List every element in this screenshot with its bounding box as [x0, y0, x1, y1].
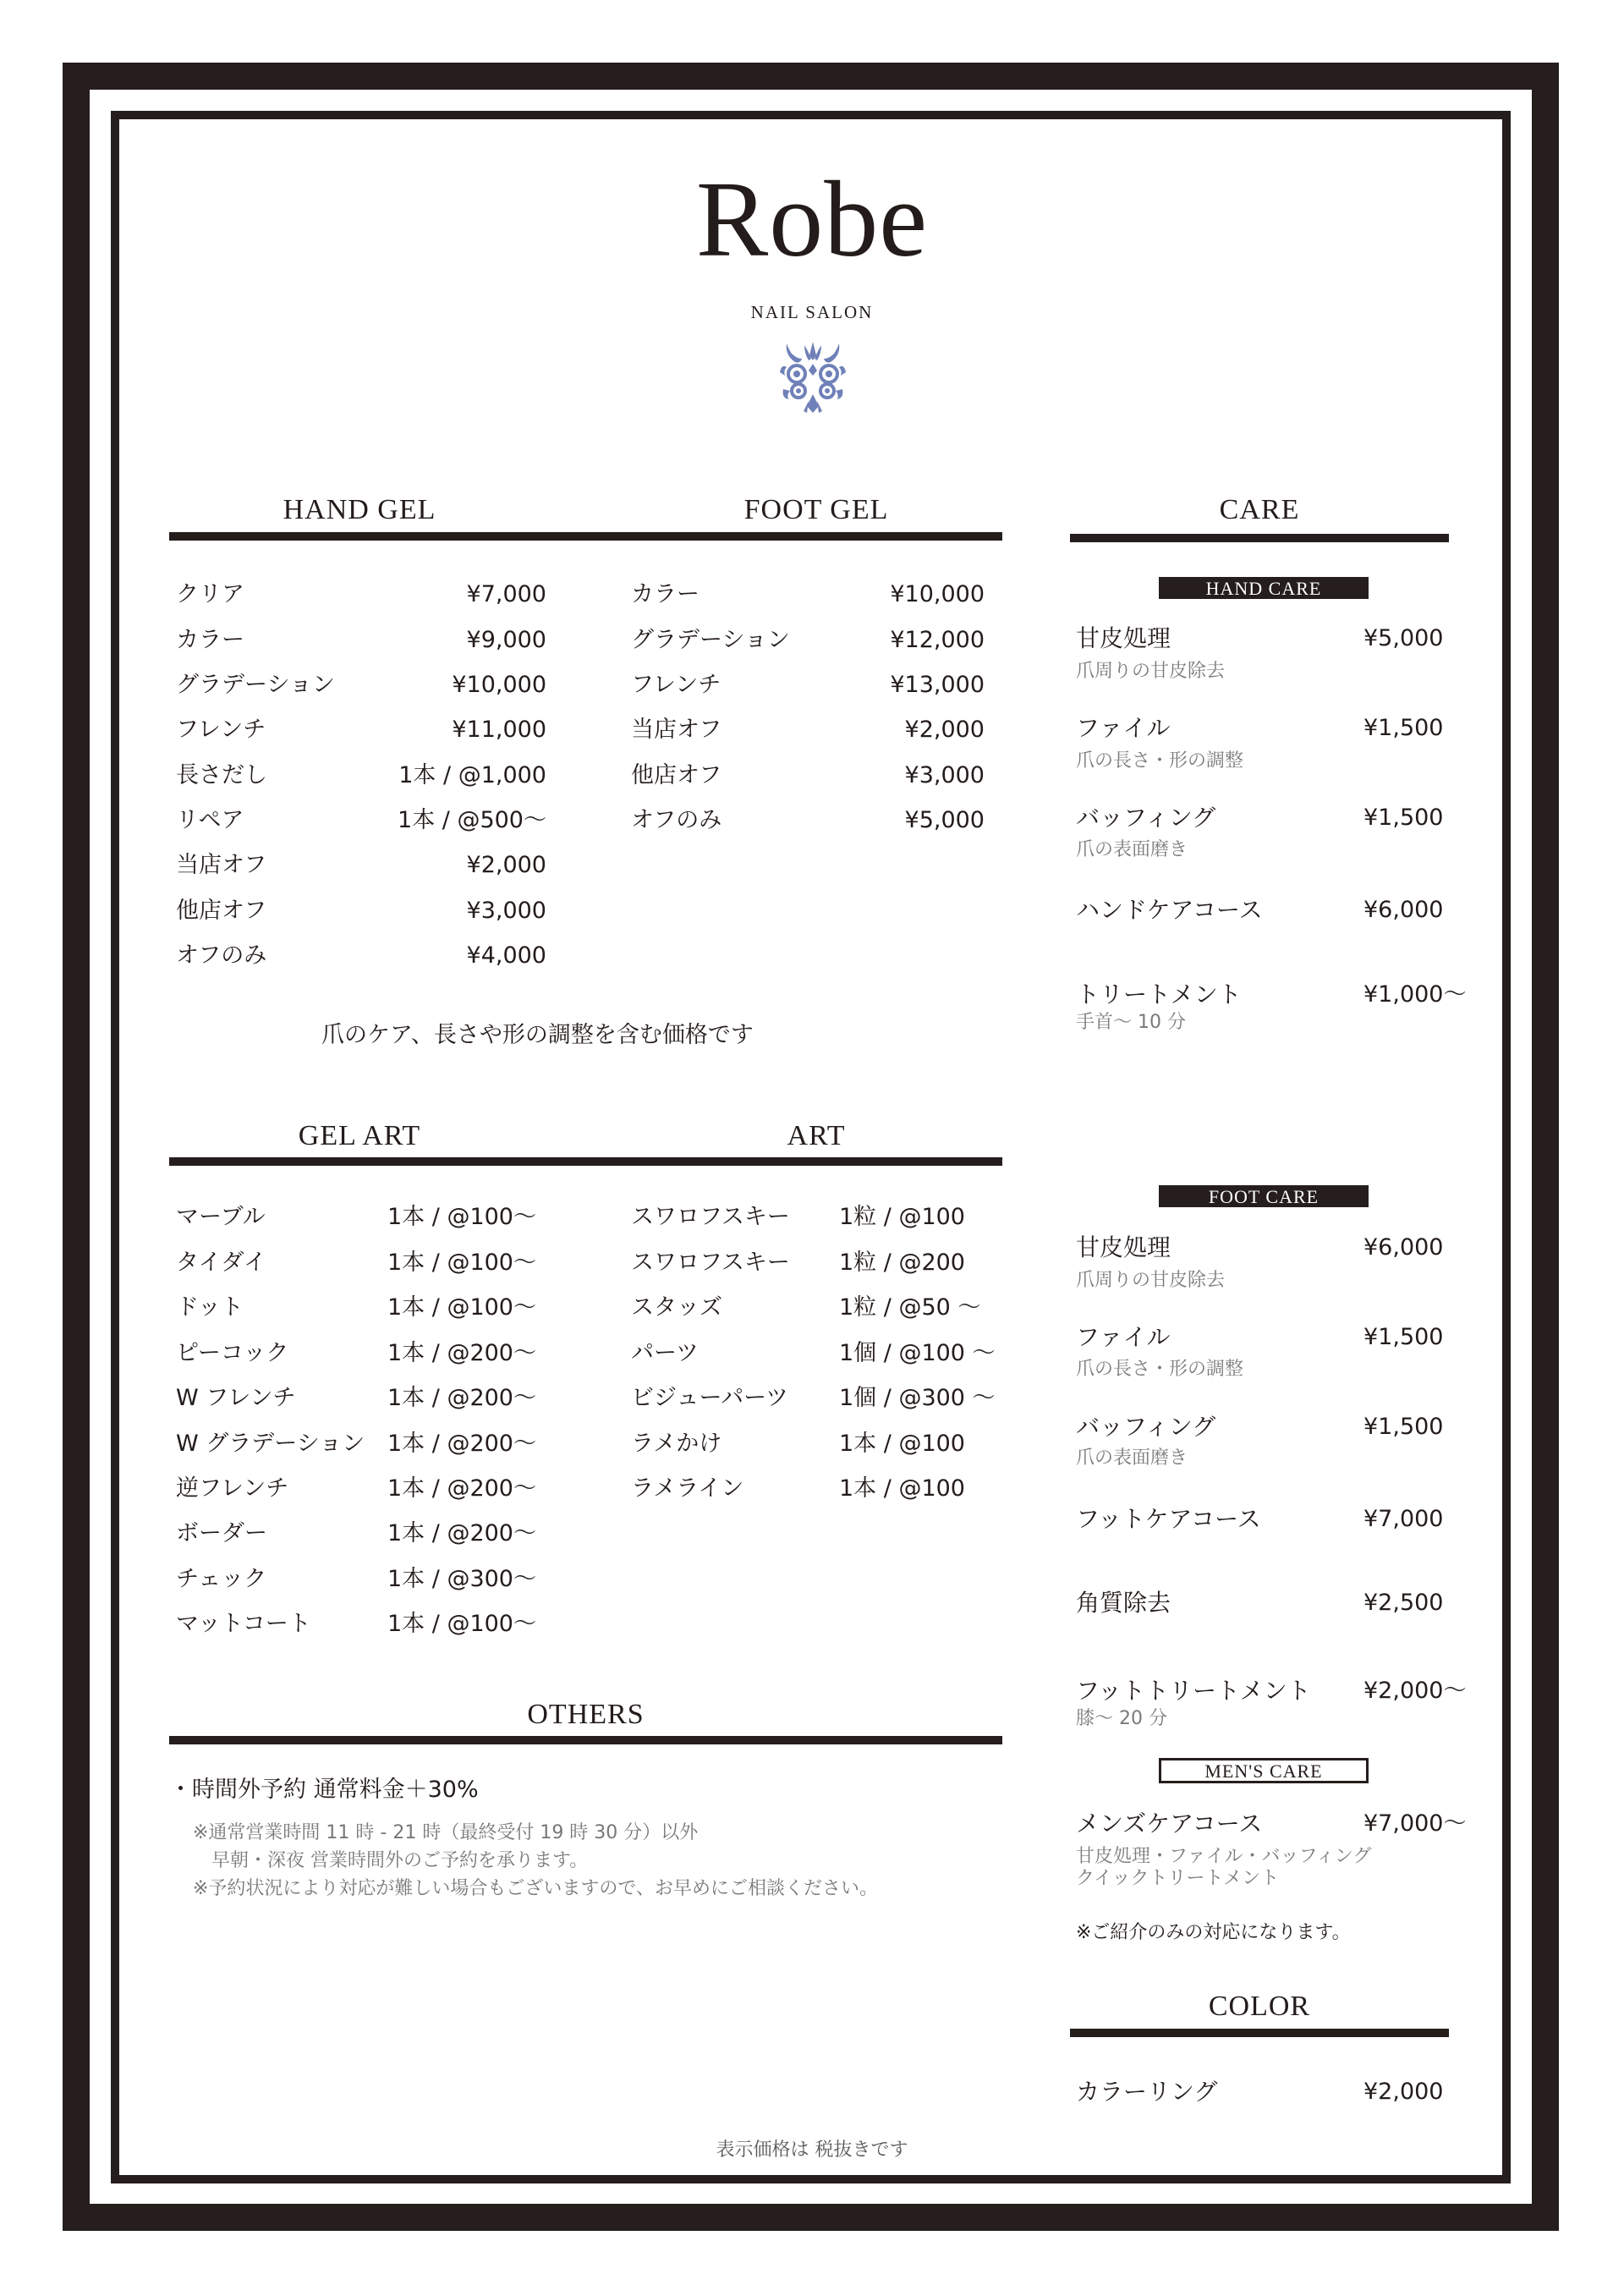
- item-price: 1本 / @100〜: [387, 1294, 536, 1321]
- damask-ornament-icon: [776, 338, 849, 415]
- item-price: 1本 / @300〜: [387, 1566, 536, 1592]
- item-price: 1本 / @200〜: [387, 1431, 536, 1457]
- item-price: 1本 / @200〜: [387, 1340, 536, 1366]
- item-price: 1本 / @200〜: [387, 1520, 536, 1546]
- item-name: ドット: [176, 1294, 244, 1321]
- item-price: 1粒 / @100: [839, 1204, 965, 1230]
- item-name: 角質除去: [1076, 1589, 1171, 1617]
- item-name: フレンチ: [176, 717, 266, 743]
- hand-gel-heading: HAND GEL: [283, 494, 436, 525]
- item-name: W フレンチ: [176, 1385, 296, 1411]
- item-name: ラメかけ: [631, 1431, 722, 1457]
- item-price: ¥5,000: [904, 807, 985, 833]
- item-name: フットトリートメント: [1076, 1677, 1311, 1705]
- item-name: ハンドケアコース: [1076, 896, 1263, 924]
- item-price: ¥1,500: [1363, 715, 1444, 741]
- salon-name-logo: Robe: [695, 159, 929, 279]
- hand-care-label: HAND CARE: [1159, 577, 1369, 599]
- item-name: 甘皮処理: [1076, 624, 1171, 652]
- item-price: 1粒 / @50 〜: [839, 1294, 981, 1321]
- mens-care-note: ※ご紹介のみの対応になります。: [1076, 1922, 1351, 1943]
- salon-subtitle: NAIL SALON: [750, 302, 874, 322]
- item-name: ファイル: [1076, 714, 1171, 742]
- item-price: ¥2,000: [904, 717, 985, 743]
- item-name: 長さだし: [176, 762, 267, 788]
- item-price: 1本 / @100〜: [387, 1611, 536, 1637]
- item-price: 1本 / @1,000: [398, 762, 546, 788]
- item-name: グラデーション: [631, 627, 790, 653]
- hand-foot-gel-rule: [169, 532, 1002, 541]
- item-name: オフのみ: [176, 942, 267, 969]
- item-price: ¥2,000: [466, 852, 546, 878]
- item-name: 他店オフ: [176, 898, 267, 924]
- item-name: カラーリング: [1076, 2078, 1218, 2106]
- item-description: 爪周りの甘皮除去: [1076, 661, 1226, 682]
- item-description: 爪の表面磨き: [1076, 1447, 1188, 1469]
- foot-gel-heading: FOOT GEL: [743, 494, 889, 525]
- item-name: チェック: [176, 1566, 267, 1592]
- others-note-line: ※予約状況により対応が難しい場合もございますので、お早めにご相談ください。: [193, 1878, 878, 1899]
- item-price: 1本 / @100〜: [387, 1204, 536, 1230]
- item-name: マーブル: [176, 1204, 266, 1230]
- item-price: ¥2,500: [1363, 1590, 1444, 1616]
- others-note-line: ※通常営業時間 11 時 - 21 時（最終受付 19 時 30 分）以外: [193, 1822, 699, 1843]
- gel-price-note: 爪のケア、長さや形の調整を含む価格です: [321, 1022, 754, 1048]
- item-name: スタッズ: [631, 1294, 722, 1321]
- item-name: 当店オフ: [631, 717, 722, 743]
- item-price: ¥1,500: [1363, 1414, 1444, 1440]
- after-hours-booking-item: ・時間外予約 通常料金＋30%: [169, 1777, 479, 1803]
- item-name: 甘皮処理: [1076, 1233, 1171, 1261]
- item-price: ¥5,000: [1363, 625, 1444, 651]
- art-heading: ART: [787, 1120, 846, 1151]
- item-price: ¥4,000: [466, 942, 546, 969]
- item-price: ¥10,000: [890, 581, 985, 607]
- others-note-line: 早朝・深夜 営業時間外のご予約を承ります。: [193, 1850, 589, 1871]
- item-name: トリートメント: [1076, 980, 1242, 1008]
- item-name: フットケアコース: [1076, 1505, 1261, 1533]
- item-price: 1個 / @100 〜: [839, 1340, 996, 1366]
- item-name: フレンチ: [631, 672, 721, 698]
- item-price: 1本 / @200〜: [387, 1475, 536, 1502]
- item-name: メンズケアコース: [1076, 1810, 1263, 1837]
- item-name: バッフィング: [1076, 804, 1216, 832]
- item-name: バッフィング: [1076, 1413, 1216, 1441]
- color-heading: COLOR: [1208, 1991, 1311, 2022]
- item-name: スワロフスキー: [631, 1204, 790, 1230]
- item-description: 甘皮処理・ファイル・バッフィング: [1076, 1846, 1372, 1867]
- item-name: グラデーション: [176, 672, 335, 698]
- item-name: スワロフスキー: [631, 1250, 790, 1276]
- item-price: ¥12,000: [890, 627, 985, 653]
- others-heading: OTHERS: [527, 1699, 645, 1730]
- item-description: クイックトリートメント: [1076, 1868, 1280, 1889]
- item-price: ¥2,000: [1363, 2079, 1444, 2105]
- item-name: ピーコック: [176, 1340, 289, 1366]
- item-description: 膝〜 20 分: [1076, 1708, 1167, 1729]
- gel-art-heading: GEL ART: [298, 1120, 421, 1151]
- art-rule: [169, 1157, 1002, 1166]
- item-price: 1個 / @300 〜: [839, 1385, 996, 1411]
- item-name: 他店オフ: [631, 762, 722, 788]
- item-name: ラメライン: [631, 1475, 744, 1502]
- tax-note: 表示価格は 税抜きです: [716, 2139, 908, 2161]
- item-price: ¥2,000〜: [1363, 1678, 1467, 1704]
- item-description: 爪の長さ・形の調整: [1076, 750, 1244, 772]
- item-name: ボーダー: [176, 1520, 267, 1546]
- item-name: 逆フレンチ: [176, 1475, 289, 1502]
- item-price: ¥11,000: [452, 717, 546, 743]
- item-name: カラー: [176, 627, 244, 653]
- item-price: ¥3,000: [466, 898, 546, 924]
- item-name: リペア: [176, 807, 244, 833]
- others-rule: [169, 1736, 1002, 1744]
- item-description: 爪の長さ・形の調整: [1076, 1359, 1244, 1380]
- item-price: ¥7,000: [466, 581, 546, 607]
- item-name: マットコート: [176, 1611, 311, 1637]
- care-rule: [1070, 534, 1449, 542]
- item-price: ¥7,000: [1363, 1506, 1444, 1532]
- item-description: 手首〜 10 分: [1076, 1012, 1186, 1033]
- color-rule: [1070, 2029, 1449, 2037]
- item-price: 1本 / @100: [839, 1431, 965, 1457]
- item-description: 爪周りの甘皮除去: [1076, 1270, 1226, 1291]
- item-price: ¥1,500: [1363, 1324, 1444, 1350]
- item-name: W グラデーション: [176, 1431, 365, 1457]
- item-name: ビジューパーツ: [631, 1385, 789, 1411]
- item-price: 1本 / @500〜: [398, 807, 546, 833]
- item-name: タイダイ: [176, 1250, 266, 1276]
- item-price: ¥10,000: [452, 672, 546, 698]
- item-price: ¥9,000: [466, 627, 546, 653]
- item-description: 爪の表面磨き: [1076, 839, 1188, 860]
- item-price: ¥6,000: [1363, 1234, 1444, 1261]
- item-name: ファイル: [1076, 1323, 1171, 1351]
- item-price: ¥3,000: [904, 762, 985, 788]
- item-price: ¥7,000〜: [1363, 1810, 1467, 1837]
- item-price: 1本 / @100: [839, 1475, 965, 1502]
- item-price: 1本 / @100〜: [387, 1250, 536, 1276]
- item-price: ¥1,000〜: [1363, 981, 1467, 1008]
- item-price: ¥13,000: [890, 672, 985, 698]
- item-price: ¥6,000: [1363, 897, 1444, 923]
- item-price: 1粒 / @200: [839, 1250, 965, 1276]
- item-name: パーツ: [631, 1340, 699, 1366]
- item-price: 1本 / @200〜: [387, 1385, 536, 1411]
- item-price: ¥1,500: [1363, 805, 1444, 831]
- item-name: 当店オフ: [176, 852, 267, 878]
- item-name: カラー: [631, 581, 700, 607]
- item-name: オフのみ: [631, 807, 722, 833]
- foot-care-label: FOOT CARE: [1159, 1185, 1369, 1207]
- mens-care-label: MEN'S CARE: [1159, 1758, 1369, 1783]
- item-name: クリア: [176, 581, 244, 607]
- care-heading: CARE: [1219, 494, 1300, 525]
